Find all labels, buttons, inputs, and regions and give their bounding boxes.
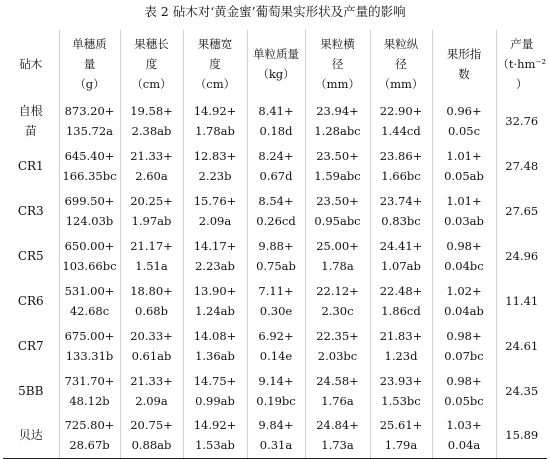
header-cell-2 bbox=[120, 30, 183, 98]
cell-deviation: 0.05bc bbox=[444, 393, 484, 408]
data-cell bbox=[496, 413, 547, 458]
cell-deviation: 0.83bc bbox=[381, 213, 421, 228]
cell-mean: 19.58+ bbox=[130, 103, 173, 118]
cell-deviation: 0.88ab bbox=[131, 438, 172, 453]
rootstock-name: CR5 bbox=[17, 248, 44, 263]
header-cell-1 bbox=[59, 30, 120, 98]
data-cell bbox=[305, 323, 370, 368]
header-cell-5 bbox=[305, 30, 370, 98]
cell-mean: 23.94+ bbox=[316, 103, 359, 118]
data-cell bbox=[305, 143, 370, 188]
header-text: 产量 bbox=[510, 37, 534, 51]
cell-mean: 675.00+ bbox=[64, 328, 115, 343]
table-row bbox=[3, 278, 547, 323]
cell-deviation: 2.23ab bbox=[195, 258, 235, 273]
rootstock-name-cell bbox=[3, 233, 59, 278]
cell-mean: 725.80+ bbox=[64, 418, 115, 433]
cell-deviation: 0.14e bbox=[259, 348, 293, 363]
data-cell bbox=[183, 233, 247, 278]
data-cell bbox=[305, 188, 370, 233]
header-text: （mm） bbox=[378, 77, 424, 91]
data-cell bbox=[247, 413, 305, 458]
cell-deviation: 133.31b bbox=[65, 348, 114, 363]
rootstock-name: 自根 bbox=[18, 103, 43, 118]
cell-mean: 22.48+ bbox=[379, 283, 423, 298]
header-text: 果粒纵 bbox=[383, 37, 419, 51]
table-row bbox=[3, 188, 547, 233]
cell-mean: 1.01+ bbox=[446, 148, 482, 163]
rootstock-name: 苗 bbox=[24, 123, 37, 138]
table-row bbox=[3, 98, 547, 143]
cell-mean: 18.80+ bbox=[130, 283, 173, 298]
data-cell bbox=[496, 323, 547, 368]
data-cell bbox=[370, 413, 432, 458]
data-cell bbox=[59, 188, 120, 233]
data-cell bbox=[432, 413, 496, 458]
cell-deviation: 1.53ab bbox=[195, 438, 235, 453]
cell-deviation: 42.68c bbox=[69, 303, 110, 318]
cell-mean: 8.41+ bbox=[258, 103, 294, 118]
cell-mean: 6.92+ bbox=[258, 328, 294, 343]
data-cell bbox=[59, 413, 120, 458]
header-text: 果粒横 bbox=[320, 37, 355, 51]
data-cell bbox=[496, 278, 547, 323]
header-text: （t·hm⁻² bbox=[497, 57, 547, 71]
data-cell bbox=[247, 368, 305, 413]
cell-mean: 20.75+ bbox=[130, 418, 173, 433]
table-row bbox=[3, 413, 547, 458]
data-cell bbox=[305, 278, 370, 323]
header-text: （cm） bbox=[131, 77, 172, 91]
table-title: 表 2 砧木对‘黄金蜜’葡萄果实形状及产量的影响 bbox=[144, 4, 406, 19]
header-text: 果形指 bbox=[446, 47, 482, 61]
cell-deviation: 2.09a bbox=[135, 393, 168, 408]
cell-mean: 23.86+ bbox=[379, 148, 423, 163]
header-text: 量 bbox=[83, 57, 96, 71]
cell-deviation: 0.67d bbox=[259, 168, 293, 183]
cell-mean: 8.24+ bbox=[258, 148, 294, 163]
header-text: 径 bbox=[395, 57, 407, 71]
data-cell bbox=[496, 143, 547, 188]
cell-mean: 27.65 bbox=[505, 203, 539, 218]
cell-deviation: 1.73a bbox=[321, 438, 354, 453]
data-cell bbox=[496, 188, 547, 233]
cell-mean: 15.89 bbox=[505, 428, 539, 443]
cell-deviation: 2.03bc bbox=[317, 348, 358, 363]
cell-mean: 7.11+ bbox=[258, 283, 294, 298]
rootstock-name: 贝达 bbox=[18, 428, 43, 443]
cell-deviation: 0.03ab bbox=[444, 213, 484, 228]
data-cell bbox=[183, 368, 247, 413]
cell-mean: 9.14+ bbox=[258, 373, 294, 388]
cell-deviation: 0.04a bbox=[447, 438, 481, 453]
cell-deviation: 1.53bc bbox=[381, 393, 421, 408]
table-row bbox=[3, 233, 547, 278]
data-cell bbox=[305, 368, 370, 413]
data-cell bbox=[370, 233, 432, 278]
cell-mean: 24.35 bbox=[505, 383, 539, 398]
cell-mean: 1.02+ bbox=[446, 283, 482, 298]
data-cell bbox=[247, 233, 305, 278]
cell-mean: 24.61 bbox=[505, 338, 539, 353]
header-row bbox=[3, 30, 547, 98]
data-cell bbox=[305, 98, 370, 143]
data-cell bbox=[183, 98, 247, 143]
cell-deviation: 0.61ab bbox=[131, 348, 172, 363]
cell-mean: 645.40+ bbox=[64, 148, 115, 163]
cell-deviation: 0.26cd bbox=[256, 213, 296, 228]
cell-mean: 27.48 bbox=[505, 158, 539, 173]
data-cell bbox=[370, 98, 432, 143]
data-cell bbox=[183, 278, 247, 323]
cell-deviation: 1.66bc bbox=[381, 168, 421, 183]
cell-mean: 23.50+ bbox=[316, 193, 359, 208]
cell-mean: 25.61+ bbox=[379, 418, 423, 433]
header-text: 数 bbox=[458, 67, 470, 81]
header-text: 径 bbox=[331, 57, 344, 71]
cell-deviation: 1.28abc bbox=[314, 123, 361, 138]
cell-deviation: 0.05ab bbox=[444, 168, 484, 183]
data-cell bbox=[432, 368, 496, 413]
cell-deviation: 0.95abc bbox=[314, 213, 361, 228]
cell-mean: 0.98+ bbox=[446, 328, 482, 343]
data-cell bbox=[370, 143, 432, 188]
data-cell bbox=[247, 98, 305, 143]
header-cell-8 bbox=[496, 30, 547, 98]
cell-mean: 9.88+ bbox=[258, 238, 294, 253]
cell-mean: 14.17+ bbox=[193, 238, 237, 253]
rootstock-name: CR6 bbox=[17, 293, 44, 308]
data-cell bbox=[247, 323, 305, 368]
cell-mean: 21.33+ bbox=[130, 148, 173, 163]
data-cell bbox=[120, 98, 183, 143]
cell-mean: 699.50+ bbox=[64, 193, 115, 208]
data-cell bbox=[432, 98, 496, 143]
cell-mean: 731.70+ bbox=[64, 373, 115, 388]
cell-mean: 0.96+ bbox=[446, 103, 482, 118]
data-cell bbox=[183, 323, 247, 368]
data-cell bbox=[59, 143, 120, 188]
rootstock-name: CR3 bbox=[17, 203, 44, 218]
cell-mean: 21.33+ bbox=[130, 373, 173, 388]
table-body bbox=[3, 98, 547, 458]
cell-mean: 24.41+ bbox=[379, 238, 423, 253]
data-cell bbox=[247, 143, 305, 188]
cell-deviation: 1.36ab bbox=[195, 348, 235, 363]
cell-mean: 22.12+ bbox=[316, 283, 359, 298]
cell-mean: 23.93+ bbox=[379, 373, 423, 388]
cell-mean: 21.17+ bbox=[130, 238, 173, 253]
cell-mean: 0.98+ bbox=[446, 238, 482, 253]
rootstock-name: CR7 bbox=[17, 338, 44, 353]
cell-deviation: 0.18d bbox=[259, 123, 293, 138]
data-cell bbox=[59, 323, 120, 368]
cell-deviation: 124.03b bbox=[65, 213, 114, 228]
cell-deviation: 0.04ab bbox=[444, 303, 484, 318]
cell-mean: 22.90+ bbox=[379, 103, 423, 118]
data-cell bbox=[120, 188, 183, 233]
cell-deviation: 135.72a bbox=[65, 123, 114, 138]
cell-mean: 13.90+ bbox=[193, 283, 237, 298]
header-text: （cm） bbox=[194, 77, 236, 91]
data-cell bbox=[183, 143, 247, 188]
cell-mean: 14.92+ bbox=[193, 418, 237, 433]
cell-deviation: 0.68b bbox=[135, 303, 168, 318]
header-text: 果穗宽 bbox=[197, 37, 233, 51]
header-text: （kg） bbox=[257, 67, 295, 81]
cell-mean: 24.58+ bbox=[316, 373, 359, 388]
cell-deviation: 0.07bc bbox=[444, 348, 484, 363]
cell-deviation: 1.23d bbox=[384, 348, 418, 363]
header-text: 单粒质量 bbox=[253, 47, 299, 61]
data-cell bbox=[120, 413, 183, 458]
cell-deviation: 0.99ab bbox=[195, 393, 235, 408]
data-cell bbox=[432, 233, 496, 278]
rootstock-name-cell bbox=[3, 278, 59, 323]
cell-mean: 24.84+ bbox=[316, 418, 359, 433]
cell-deviation: 48.12b bbox=[69, 393, 110, 408]
cell-deviation: 0.04bc bbox=[444, 258, 484, 273]
table-row bbox=[3, 143, 547, 188]
cell-deviation: 1.76a bbox=[321, 393, 354, 408]
cell-deviation: 0.05c bbox=[447, 123, 481, 138]
cell-deviation: 0.19bc bbox=[256, 393, 296, 408]
cell-mean: 14.08+ bbox=[193, 328, 237, 343]
header-cell-6 bbox=[370, 30, 432, 98]
data-cell bbox=[120, 323, 183, 368]
cell-deviation: 0.31a bbox=[259, 438, 293, 453]
header-cell-rootstock bbox=[3, 30, 59, 98]
cell-mean: 0.98+ bbox=[446, 373, 482, 388]
rootstock-name: 5BB bbox=[18, 383, 44, 398]
cell-mean: 22.35+ bbox=[316, 328, 359, 343]
header-text: 度 bbox=[145, 57, 158, 71]
header-cell-4 bbox=[247, 30, 305, 98]
data-cell bbox=[305, 233, 370, 278]
data-cell bbox=[59, 278, 120, 323]
header-text: 单穗质 bbox=[72, 37, 107, 51]
cell-deviation: 1.59abc bbox=[314, 168, 361, 183]
cell-mean: 24.96 bbox=[505, 248, 539, 263]
header-text: ） bbox=[516, 77, 528, 91]
data-cell bbox=[370, 278, 432, 323]
cell-mean: 21.83+ bbox=[379, 328, 423, 343]
data-cell bbox=[120, 278, 183, 323]
rootstock-name-cell bbox=[3, 413, 59, 458]
cell-deviation: 1.97ab bbox=[131, 213, 172, 228]
data-cell bbox=[496, 368, 547, 413]
data-table bbox=[3, 30, 547, 459]
cell-mean: 9.84+ bbox=[258, 418, 294, 433]
rootstock-name-cell bbox=[3, 368, 59, 413]
cell-mean: 23.50+ bbox=[316, 148, 359, 163]
cell-deviation: 1.78ab bbox=[195, 123, 235, 138]
data-cell bbox=[432, 323, 496, 368]
cell-mean: 531.00+ bbox=[64, 283, 115, 298]
table-row bbox=[3, 368, 547, 413]
cell-deviation: 2.23b bbox=[198, 168, 232, 183]
data-cell bbox=[59, 233, 120, 278]
cell-deviation: 1.24ab bbox=[195, 303, 235, 318]
rootstock-name-cell bbox=[3, 323, 59, 368]
data-cell bbox=[496, 233, 547, 278]
header-text: 果穗长 bbox=[134, 37, 169, 51]
cell-mean: 23.74+ bbox=[379, 193, 423, 208]
cell-mean: 12.83+ bbox=[193, 148, 237, 163]
cell-deviation: 1.44cd bbox=[381, 123, 421, 138]
rootstock-name-cell bbox=[3, 98, 59, 143]
cell-mean: 32.76 bbox=[505, 113, 539, 128]
data-cell bbox=[247, 188, 305, 233]
cell-deviation: 1.86cd bbox=[381, 303, 421, 318]
cell-mean: 8.54+ bbox=[258, 193, 294, 208]
header-text: 度 bbox=[209, 57, 221, 71]
cell-mean: 873.20+ bbox=[64, 103, 115, 118]
cell-mean: 20.33+ bbox=[130, 328, 173, 343]
cell-deviation: 2.09a bbox=[198, 213, 232, 228]
data-cell bbox=[432, 278, 496, 323]
header-text: 砧木 bbox=[19, 57, 43, 71]
data-cell bbox=[370, 323, 432, 368]
header-cell-7 bbox=[432, 30, 496, 98]
data-cell bbox=[496, 98, 547, 143]
rootstock-name: CR1 bbox=[17, 158, 44, 173]
cell-deviation: 2.30c bbox=[321, 303, 354, 318]
cell-mean: 1.03+ bbox=[446, 418, 482, 433]
cell-mean: 14.92+ bbox=[193, 103, 237, 118]
data-cell bbox=[432, 143, 496, 188]
cell-mean: 11.41 bbox=[505, 293, 539, 308]
rootstock-name-cell bbox=[3, 143, 59, 188]
data-cell bbox=[120, 233, 183, 278]
data-cell bbox=[183, 188, 247, 233]
cell-mean: 650.00+ bbox=[64, 238, 115, 253]
cell-deviation: 1.51a bbox=[135, 258, 168, 273]
data-cell bbox=[370, 188, 432, 233]
cell-deviation: 2.60a bbox=[135, 168, 168, 183]
header-text: （mm） bbox=[315, 77, 360, 91]
cell-mean: 14.75+ bbox=[193, 373, 237, 388]
data-cell bbox=[59, 368, 120, 413]
cell-mean: 25.00+ bbox=[316, 238, 359, 253]
cell-mean: 1.01+ bbox=[446, 193, 482, 208]
header-text: （g） bbox=[74, 77, 105, 91]
cell-deviation: 0.30e bbox=[259, 303, 293, 318]
data-cell bbox=[120, 368, 183, 413]
cell-deviation: 28.67b bbox=[69, 438, 110, 453]
data-cell bbox=[305, 413, 370, 458]
cell-mean: 20.25+ bbox=[130, 193, 173, 208]
rootstock-name-cell bbox=[3, 188, 59, 233]
cell-deviation: 1.79a bbox=[384, 438, 418, 453]
cell-deviation: 166.35bc bbox=[62, 168, 117, 183]
data-cell bbox=[59, 98, 120, 143]
table-row bbox=[3, 323, 547, 368]
data-cell bbox=[120, 143, 183, 188]
data-cell bbox=[432, 188, 496, 233]
cell-deviation: 0.75ab bbox=[256, 258, 296, 273]
cell-deviation: 1.78a bbox=[321, 258, 354, 273]
data-cell bbox=[247, 278, 305, 323]
data-cell bbox=[370, 368, 432, 413]
cell-deviation: 2.38ab bbox=[131, 123, 172, 138]
data-cell bbox=[183, 413, 247, 458]
header-cell-3 bbox=[183, 30, 247, 98]
cell-deviation: 1.07ab bbox=[381, 258, 421, 273]
cell-deviation: 103.66bc bbox=[62, 258, 117, 273]
cell-mean: 15.76+ bbox=[193, 193, 237, 208]
